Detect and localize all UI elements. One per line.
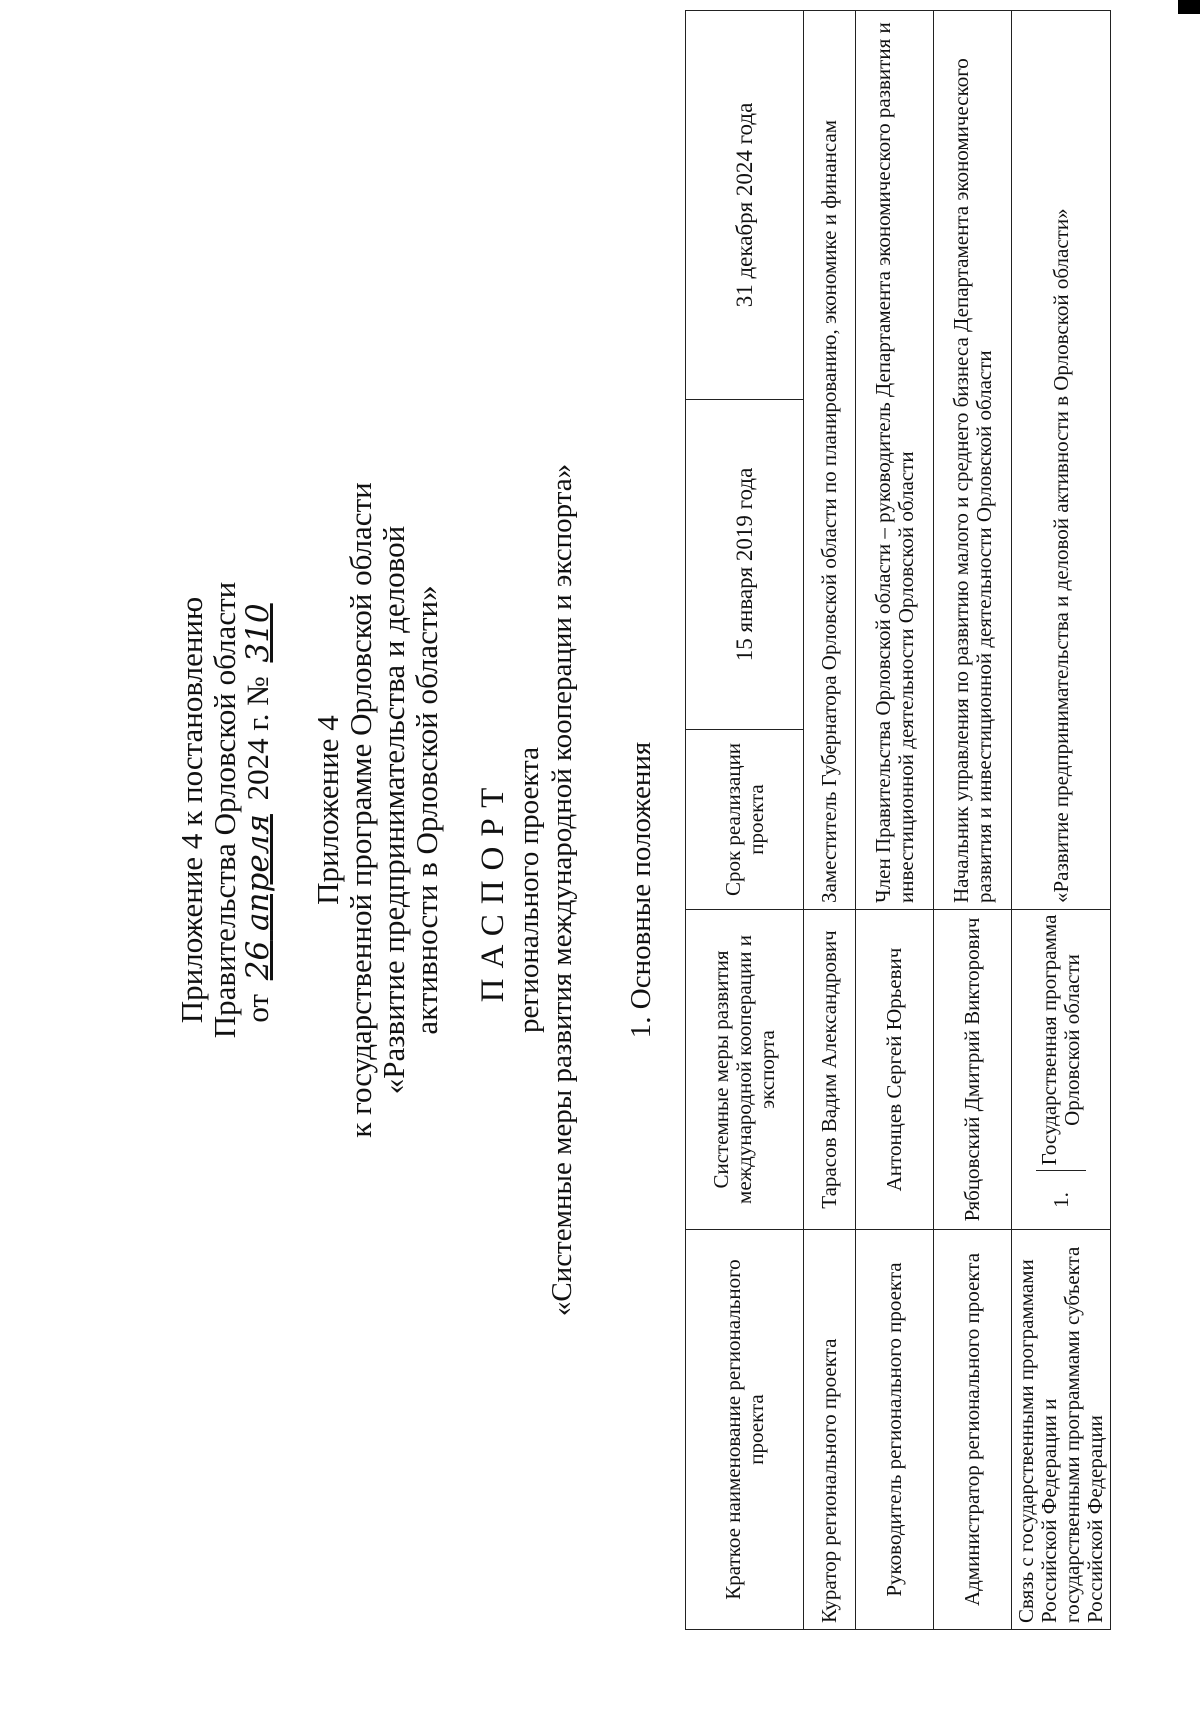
row1-start-date: 15 января 2019 года <box>686 400 804 730</box>
handwritten-day: 26 <box>240 940 276 981</box>
row4-person: Рябцовский Дмитрий Викторович <box>934 910 1012 1230</box>
row1-label: Краткое наименование регионального проекта <box>686 1230 804 1630</box>
program-ref-line-2: к государственной программе Орловской области <box>343 482 378 1138</box>
approval-block <box>175 460 275 1160</box>
table-row <box>934 11 1012 1630</box>
table-row <box>804 11 856 1630</box>
program-ref-title: Приложение 4 <box>310 715 345 905</box>
row4-position: Начальник управления по развитию малого и среднего бизнеса Департамента экономического развития и инвестиционной деятельности Орловской области <box>934 11 1012 910</box>
row5-label: Связь с государственными программами Российской Федерации и государственными программами субъекта Российской Федерации <box>1012 1230 1111 1630</box>
approval-year: 2024 г. № <box>240 676 275 801</box>
approval-prefix: от <box>240 994 275 1023</box>
row5-program-cell <box>1012 910 1111 1230</box>
program-reference <box>311 460 443 1160</box>
table-row <box>1012 11 1111 1630</box>
passport-subtitle-line-1: регионального проекта <box>513 747 545 1033</box>
program-ref-line-3: «Развитие предпринимательства и деловой <box>376 525 411 1095</box>
row2-person: Тарасов Вадим Александрович <box>804 910 856 1230</box>
document-sheet <box>35 0 1195 1690</box>
row3-label: Руководитель регионального проекта <box>856 1230 934 1630</box>
handwritten-date <box>240 808 276 986</box>
row1-end-date: 31 декабря 2024 года <box>686 11 804 400</box>
passport-subtitle-line-2: «Системные меры развития международной кооперации и экспорта» <box>546 463 578 1317</box>
row2-position: Заместитель Губернатора Орловской области по планированию, экономике и финансам <box>804 11 856 910</box>
row5-program-type: Государственная программа Орловской области <box>1037 914 1084 1166</box>
section-title: 1. Основные положения <box>625 741 657 1039</box>
passport-subtitle <box>513 290 579 1490</box>
header-block <box>175 460 443 1160</box>
row3-position: Член Правительства Орловской области – руководитель Департамента экономического развития и инвестиционной деятельности Орловской области <box>856 11 934 910</box>
handwritten-number: 310 <box>240 603 276 663</box>
row2-label: Куратор регионального проекта <box>804 1230 856 1630</box>
row3-person: Антонцев Сергей Юрьевич <box>856 910 934 1230</box>
program-ref-line-4: активности в Орловской области» <box>409 585 444 1035</box>
approval-line-2: Правительства Орловской области <box>207 581 242 1039</box>
row5-inner-table <box>1036 910 1086 1229</box>
table-row <box>856 11 934 1630</box>
row4-label: Администратор регионального проекта <box>934 1230 1012 1630</box>
table-row <box>686 11 804 1630</box>
row1-value: Системные меры развития международной кооперации и экспорта <box>686 910 804 1230</box>
approval-line-3 <box>241 460 275 1160</box>
row5-number: 1. <box>1036 1171 1086 1230</box>
passport-title: ПАСПОРТ <box>475 777 511 1003</box>
passport-table <box>685 10 1111 1630</box>
row5-program-name: «Развитие предпринимательства и деловой активности в Орловской области» <box>1012 11 1111 910</box>
row1-term-label: Срок реализации проекта <box>686 730 804 910</box>
handwritten-month: апреля <box>240 814 276 931</box>
approval-line-1: Приложение 4 к постановлению <box>174 596 209 1024</box>
